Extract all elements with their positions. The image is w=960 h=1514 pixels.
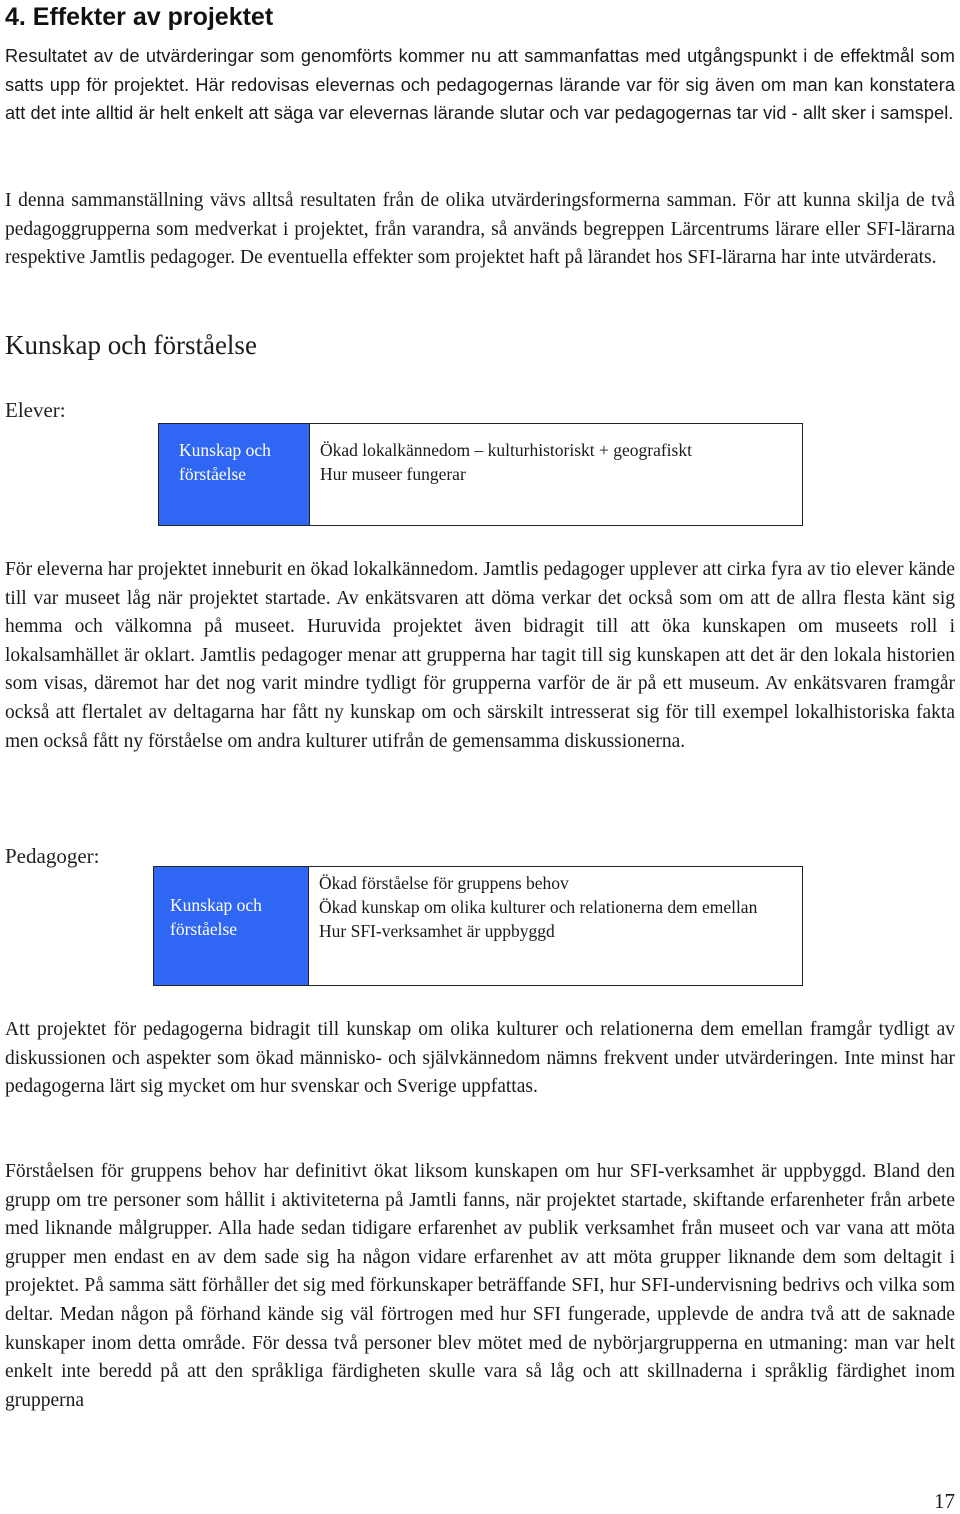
students-item: Ökad lokalkännedom – kulturhistoriskt + geografiskt [320, 440, 692, 460]
teachers-paragraph-1: Att projektet för pedagogerna bidragit till kunskap om olika kulturer och relationerna dem emellan framgår tydligt av diskussionen och aspekter som ökad människo- och självkännedom nämns frekvent under utvärderingen. Inte minst har pedagogerna lärt sig mycket om hur svenskar och Sverige uppfattas. [5, 1019, 955, 1098]
teachers-item: Hur SFI-verksamhet är uppbyggd [319, 921, 555, 941]
intro-paragraph-2: I denna sammanställning vävs alltså resultaten från de olika utvärderingsformerna samman. För att kunna skilja de två pedagoggrupperna som medverkat i projektet, från varandra, så används begreppen Lärcentrums lärare eller SFI-lärarna respektive Jamtlis pedagoger. De eventuella effekter som projektet haft på lärandet hos SFI-lärarna har inte utvärderats. [5, 190, 955, 269]
students-item: Hur museer fungerar [320, 464, 466, 484]
subsection-title: Kunskap och förståelse [5, 330, 257, 360]
students-paragraph: För eleverna har projektet inneburit en ökad lokalkännedom. Jamtlis pedagoger upplever att cirka fyra av tio elever kände till var museet låg när projektet startade. Av enkätsvaren att döma verkar det också som om att de allra flesta känt sig hemma och välkomna på museet. Huruvida projektet även bidragit till att öka kunskapen om museets roll i lokalsamhället är oklart. Jamtlis pedagoger menar att grupperna har tagit till sig kunskapen att det är den lokala historien som visas, däremot har det nog varit mindre tydligt för grupperna varför de är på ett museum. Av enkätsvaren framgår också att flertalet av deltagarna har fått ny kunskap om och särskilt intresserat sig för till exempel lokalhistoriska fakta men också fått ny förståelse om andra kulturer utifrån de gemensamma diskussionerna. [5, 559, 955, 752]
section-title: 4. Effekter av projektet [5, 3, 274, 31]
students-items-cell [310, 424, 802, 525]
teachers-paragraph-2: Förståelsen för gruppens behov har definitivt ökat liksom kunskapen om hur SFI-verksamhet är uppbyggd. Bland den grupp om tre personer som hållit i aktiviteterna på Jamtli fanns, när projektet startade, skiftande erfarenheter från arbete med liknande målgrupper. Alla hade sedan tidigare erfarenhet av publik verksamhet från museet och var vana att möta grupper men endast en av dem sade sig ha någon vidare erfarenhet av att möta grupper liknande dem som deltagit i projektet. På samma sätt förhåller det sig med förkunskaper beträffande SFI, hur SFI-undervisning bedrivs och vilka som deltar. Medan någon på förhand kände sig väl förtrogen med hur SFI fungerade, upplevde de andra två att de saknade kunskaper inom detta område. För dessa två personer blev mötet med de nybörjargrupperna en utmaning: man var helt enkelt inte beredd på att den språkliga färdigheten skulle vara så låg och att skillnaderna i språklig färdighet inom grupperna [5, 1161, 955, 1411]
students-label: Elever: [5, 398, 66, 422]
teachers-label: Pedagoger: [5, 844, 100, 868]
students-effect-table [158, 423, 803, 526]
intro-paragraph-1: Resultatet av de utvärderingar som genomförts kommer nu att sammanfattas med utgångspunkt i de effektmål som satts upp för projektet. Här redovisas elevernas och pedagogernas lärande var för sig även om man kan konstatera att det inte alltid är helt enkelt att säga var elevernas lärande slutar och var pedagogernas tar vid - allt sker i samspel. [5, 46, 955, 124]
teachers-effect-table [153, 866, 803, 986]
teachers-item: Ökad kunskap om olika kulturer och relationerna dem emellan [319, 897, 758, 917]
teachers-category-cell: Kunskap och förståelse [154, 867, 309, 985]
students-category-cell: Kunskap och förståelse [159, 424, 310, 525]
page-number: 17 [934, 1489, 955, 1513]
teachers-items-cell [309, 867, 802, 985]
teachers-item: Ökad förståelse för gruppens behov [319, 873, 569, 893]
